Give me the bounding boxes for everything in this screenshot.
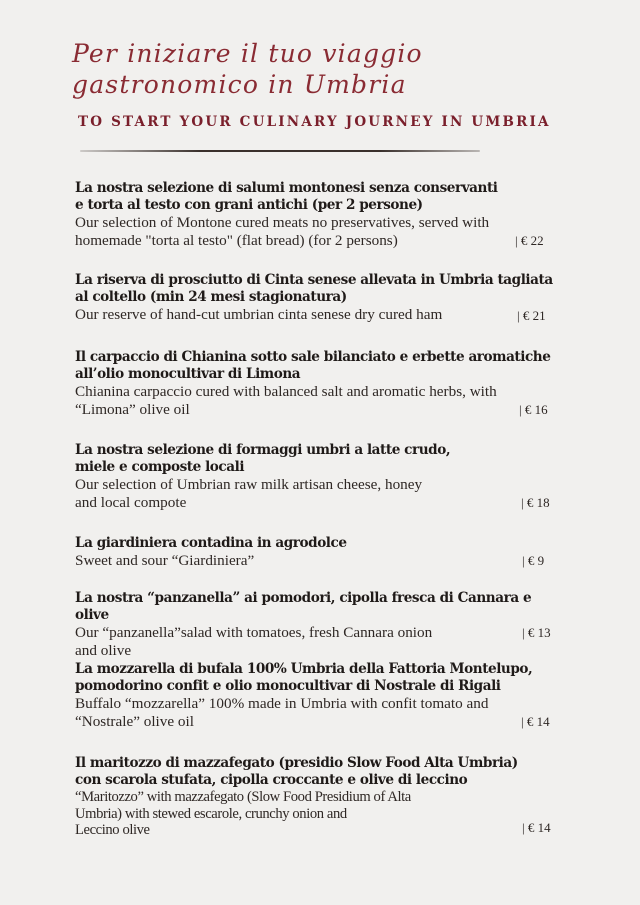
item-price: | € 13 [522, 625, 551, 640]
item-english-line: and olive [75, 641, 132, 659]
item-italian-line: La nostra “panzanella” ai pomodori, cipolla fresca di Cannara e olive [75, 590, 532, 623]
item-price: | € 14 [521, 714, 550, 729]
menu-item [75, 442, 567, 511]
item-english-line: “Maritozzo” with mazzafegato (Slow Food Presidium of Alta [75, 789, 411, 805]
section-subtitle: TO START YOUR CULINARY JOURNEY IN UMBRIA [78, 114, 551, 130]
item-italian-line: Il carpaccio di Chianina sotto sale bilanciato e erbette aromatiche [75, 349, 551, 365]
item-english-line: and local compote [75, 493, 187, 511]
item-english-line: Our selection of Montone cured meats no preservatives, served with [75, 214, 490, 231]
item-price: | € 18 [521, 495, 550, 510]
item-english-line: homemade "torta al testo" (flat bread) (for 2 persons) [75, 231, 398, 249]
menu-item [75, 272, 567, 324]
item-italian-line: con scarola stufata, cipolla croccante e olive di leccino [75, 772, 468, 788]
divider [80, 150, 480, 152]
item-price: | € 9 [522, 553, 545, 568]
item-english-line: Buffalo “mozzarella” 100% made in Umbria with confit tomato and [75, 695, 489, 712]
item-italian-line: al coltello (min 24 mesi stagionatura) [75, 289, 347, 305]
item-english-line: “Limona” olive oil [75, 400, 190, 418]
menu-item [75, 535, 567, 570]
menu-item [75, 755, 567, 839]
item-english-line: Leccino olive [75, 822, 150, 838]
item-italian-line: La riserva di prosciutto di Cinta senese allevata in Umbria tagliata [75, 272, 553, 288]
script-title [72, 38, 572, 100]
item-english-line: Umbria) with stewed escarole, crunchy onion and [75, 805, 347, 822]
item-italian-line: La giardiniera contadina in agrodolce [75, 535, 347, 551]
menu-item [75, 349, 567, 418]
script-title-line2: gastronomico in Umbria [72, 70, 407, 99]
item-italian-line: all’olio monocultivar di Limona [75, 366, 301, 382]
item-english-line: Chianina carpaccio cured with balanced salt and aromatic herbs, with [75, 383, 497, 400]
item-english-line: Sweet and sour “Giardiniera” [75, 552, 255, 569]
item-english-line: Our reserve of hand-cut umbrian cinta senese dry cured ham [75, 306, 443, 323]
menu-item [75, 590, 567, 659]
item-price: | € 16 [519, 402, 548, 417]
item-italian-line: e torta al testo con grani antichi (per 2 persone) [75, 197, 423, 213]
item-english-line: Our selection of Umbrian raw milk artisan cheese, honey [75, 476, 423, 493]
script-title-line1: Per iniziare il tuo viaggio [72, 39, 423, 68]
item-italian-line: La nostra selezione di formaggi umbri a latte crudo, [75, 442, 451, 458]
item-english-line: “Nostrale” olive oil [75, 712, 194, 730]
item-italian-line: pomodorino confit e olio monocultivar di Nostrale di Rigali [75, 678, 501, 694]
item-italian-line: miele e composte locali [75, 459, 245, 475]
item-price: | € 14 [522, 820, 551, 835]
item-italian-line: La nostra selezione di salumi montonesi senza conservanti [75, 180, 498, 196]
item-italian-line: La mozzarella di bufala 100% Umbria della Fattoria Montelupo, [75, 661, 533, 677]
item-price: | € 22 [515, 233, 544, 248]
item-price: | € 21 [517, 308, 546, 323]
item-italian-line: Il maritozzo di mazzafegato (presidio Slow Food Alta Umbria) [75, 755, 518, 771]
menu-item [75, 661, 567, 730]
item-english-line: Our “panzanella”salad with tomatoes, fresh Cannara onion [75, 624, 433, 641]
menu-item [75, 180, 567, 249]
